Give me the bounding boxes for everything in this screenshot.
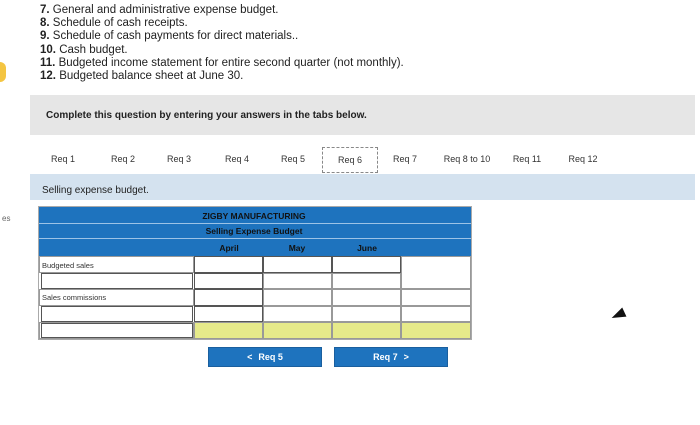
section-label: Selling expense budget. [42,185,149,196]
left-marker [0,62,6,82]
next-req-label: Req 7 [373,352,398,362]
row-input-label[interactable] [41,306,193,322]
cell-june-commissions[interactable] [332,289,401,306]
chevron-left-icon: < [247,352,253,362]
tab-req-6[interactable]: Req 6 [322,147,378,173]
selling-expense-budget-table [38,206,472,340]
total-extra [401,322,471,339]
row-label-budgeted-sales: Budgeted sales [42,261,94,270]
table-title: Selling Expense Budget [205,226,303,236]
cell-june[interactable] [332,306,401,322]
tab-req-8-to-10[interactable]: Req 8 to 10 [443,154,491,164]
instruction-item: 9. Schedule of cash payments for direct materials.. [40,30,299,43]
instruction-item: 7. General and administrative expense budget. [40,4,279,16]
cell-june[interactable] [332,273,401,289]
cell-extra [401,289,471,306]
tab-req-7[interactable]: Req 7 [392,154,418,164]
tab-req-1[interactable]: Req 1 [50,154,76,164]
row-input-label[interactable] [41,273,193,289]
cell-april-input[interactable] [194,273,263,289]
tab-req-11[interactable]: Req 11 [512,154,542,164]
instructions-list [40,4,404,83]
question-box [30,95,695,135]
mouse-cursor-icon [610,308,627,323]
column-may: May [288,243,306,253]
prev-req-button[interactable] [208,347,322,367]
cell-april-header[interactable] [194,256,263,273]
tab-req-5[interactable]: Req 5 [280,154,306,164]
header-divider [39,238,471,239]
tab-bar [30,145,695,173]
cell-may[interactable] [263,273,332,289]
column-april: April [219,243,239,253]
cell-extra [401,306,471,322]
next-req-button[interactable] [334,347,448,367]
prev-req-label: Req 5 [258,352,283,362]
column-june: June [357,243,377,253]
cell-may[interactable] [263,306,332,322]
cell-may-header[interactable] [263,256,332,273]
instruction-item: 11. Budgeted income statement for entire second quarter (not monthly). [40,56,404,69]
tab-req-3[interactable]: Req 3 [166,154,192,164]
cell-april-input[interactable] [194,306,263,322]
total-label-input[interactable] [41,323,193,338]
total-june[interactable] [332,322,401,339]
question-prompt: Complete this question by entering your answers in the tabs below. [46,110,367,121]
total-april[interactable] [194,322,263,339]
tab-req-12[interactable]: Req 12 [568,154,598,164]
cell-june-header[interactable] [332,256,401,273]
row-label-sales-commissions: Sales commissions [42,293,107,302]
tab-req-2[interactable]: Req 2 [110,154,136,164]
tab-req-4[interactable]: Req 4 [224,154,250,164]
cell-extra [401,256,471,289]
left-edge-text: es [2,214,11,223]
header-divider [39,223,471,224]
instruction-item: 8. Schedule of cash receipts. [40,17,188,30]
chevron-right-icon: > [403,352,409,362]
cell-april-commissions[interactable] [194,289,263,306]
company-name: ZIGBY MANUFACTURING [202,211,306,221]
instruction-item: 12. Budgeted balance sheet at June 30. [40,70,244,83]
cell-may-commissions[interactable] [263,289,332,306]
total-may[interactable] [263,322,332,339]
instruction-item: 10. Cash budget. [40,43,128,56]
